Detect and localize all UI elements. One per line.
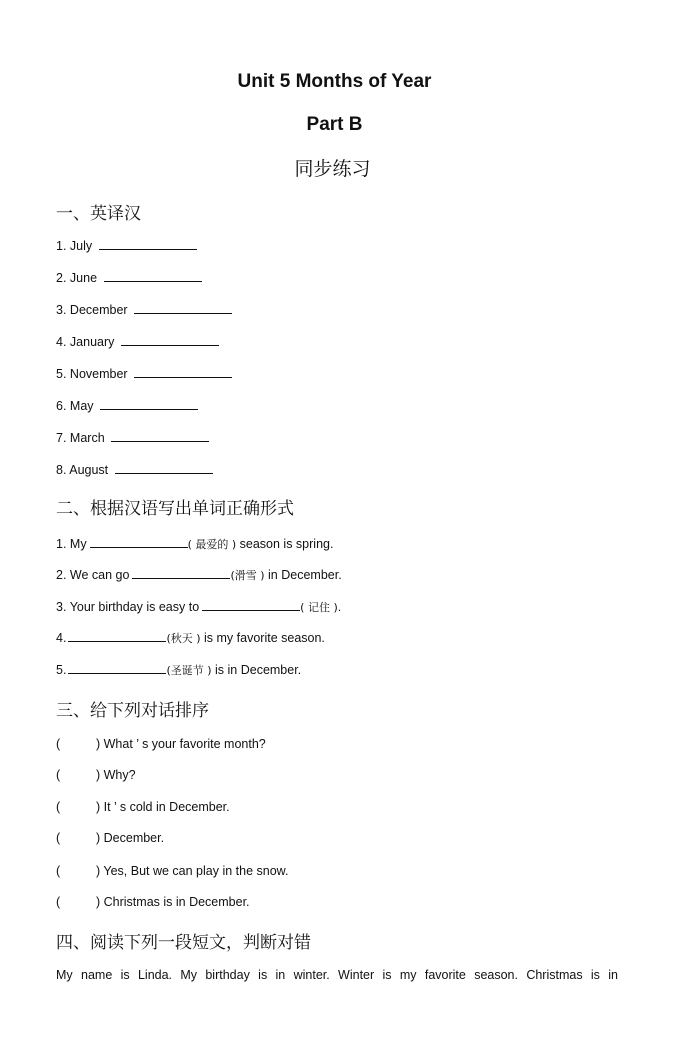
dialogue-text: ) Christmas is in December. <box>96 895 250 909</box>
section-1-heading: 一、英译汉 <box>56 204 141 224</box>
sentence-after: is in December. <box>215 663 302 677</box>
section-2-heading: 二、根据汉语写出单词正确形式 <box>56 499 294 519</box>
answer-blank[interactable] <box>104 270 202 282</box>
vocab-item <box>56 462 213 477</box>
sentence-before: We can go <box>69 568 130 582</box>
vocab-item <box>56 430 209 445</box>
section-4-heading: 四、阅读下列一段短文，判断对错 <box>56 933 311 953</box>
dialogue-item <box>56 895 250 909</box>
subtitle: 同步练习 <box>294 158 371 180</box>
dialogue-item <box>56 800 230 814</box>
item-number: 1. <box>56 239 67 253</box>
fill-item <box>56 630 325 646</box>
vocab-word: January <box>69 335 115 349</box>
answer-blank[interactable] <box>121 334 219 346</box>
sentence-before: My <box>69 537 87 551</box>
answer-blank[interactable] <box>115 462 213 474</box>
order-blank[interactable]: ( <box>56 737 61 751</box>
item-number: 3. <box>56 600 67 614</box>
chinese-hint: (滑雪 ) <box>230 569 265 582</box>
dialogue-item <box>56 831 164 845</box>
section-3-heading: 三、给下列对话排序 <box>56 701 209 721</box>
answer-blank[interactable] <box>202 599 300 611</box>
dialogue-text: ) What ’ s your favorite month? <box>96 737 266 751</box>
item-number: 5. <box>56 663 67 677</box>
answer-blank[interactable] <box>90 536 188 548</box>
item-number: 3. <box>56 303 67 317</box>
chinese-hint: ( 记住 ). <box>300 601 342 614</box>
answer-blank[interactable] <box>132 567 230 579</box>
fill-item <box>56 599 341 615</box>
item-number: 5. <box>56 367 67 381</box>
item-number: 7. <box>56 431 67 445</box>
dialogue-text: ) December. <box>96 831 165 845</box>
chinese-hint: (圣诞节 ) <box>166 664 212 677</box>
order-blank[interactable]: ( <box>56 800 61 814</box>
vocab-item <box>56 302 232 317</box>
vocab-word: August <box>69 463 109 477</box>
vocab-word: March <box>69 431 105 445</box>
dialogue-text: ) It ’ s cold in December. <box>96 800 230 814</box>
answer-blank[interactable] <box>99 238 197 250</box>
order-blank[interactable]: ( <box>56 895 61 909</box>
vocab-word: November <box>69 367 128 381</box>
sentence-before: Your birthday is easy to <box>69 600 200 614</box>
dialogue-text: ) Yes, But we can play in the snow. <box>96 864 289 878</box>
answer-blank[interactable] <box>68 662 166 674</box>
order-blank[interactable]: ( <box>56 768 61 782</box>
vocab-word: May <box>69 399 94 413</box>
order-blank[interactable]: ( <box>56 831 61 845</box>
chinese-hint: ( 最爱的 ) <box>187 538 237 551</box>
item-number: 2. <box>56 271 67 285</box>
answer-blank[interactable] <box>100 398 198 410</box>
fill-item <box>56 662 301 678</box>
answer-blank[interactable] <box>134 366 232 378</box>
vocab-item <box>56 238 197 253</box>
vocab-item <box>56 398 198 413</box>
item-number: 2. <box>56 568 67 582</box>
part-title: Part B <box>306 114 363 135</box>
page-title: Unit 5 Months of Year <box>237 71 432 92</box>
order-blank[interactable]: ( <box>56 864 61 878</box>
dialogue-item <box>56 864 288 878</box>
item-number: 8. <box>56 463 67 477</box>
sentence-after: is my favorite season. <box>204 631 325 645</box>
answer-blank[interactable] <box>111 430 209 442</box>
reading-paragraph: My name is Linda. My birthday is in winter. Winter is my favorite season. Christmas is in <box>56 968 618 982</box>
fill-item <box>56 536 333 552</box>
answer-blank[interactable] <box>68 630 166 642</box>
vocab-item <box>56 270 202 285</box>
answer-blank[interactable] <box>134 302 232 314</box>
sentence-after: in December. <box>268 568 342 582</box>
vocab-item <box>56 366 232 381</box>
item-number: 4. <box>56 335 67 349</box>
vocab-word: December <box>69 303 128 317</box>
vocab-item <box>56 334 219 349</box>
fill-item <box>56 567 342 583</box>
sentence-after: season is spring. <box>239 537 334 551</box>
chinese-hint: (秋天 ) <box>166 632 201 645</box>
item-number: 1. <box>56 537 67 551</box>
dialogue-item <box>56 768 136 782</box>
dialogue-text: ) Why? <box>96 768 136 782</box>
vocab-word: June <box>69 271 98 285</box>
vocab-word: July <box>69 239 93 253</box>
item-number: 4. <box>56 631 67 645</box>
dialogue-item <box>56 737 266 751</box>
item-number: 6. <box>56 399 67 413</box>
